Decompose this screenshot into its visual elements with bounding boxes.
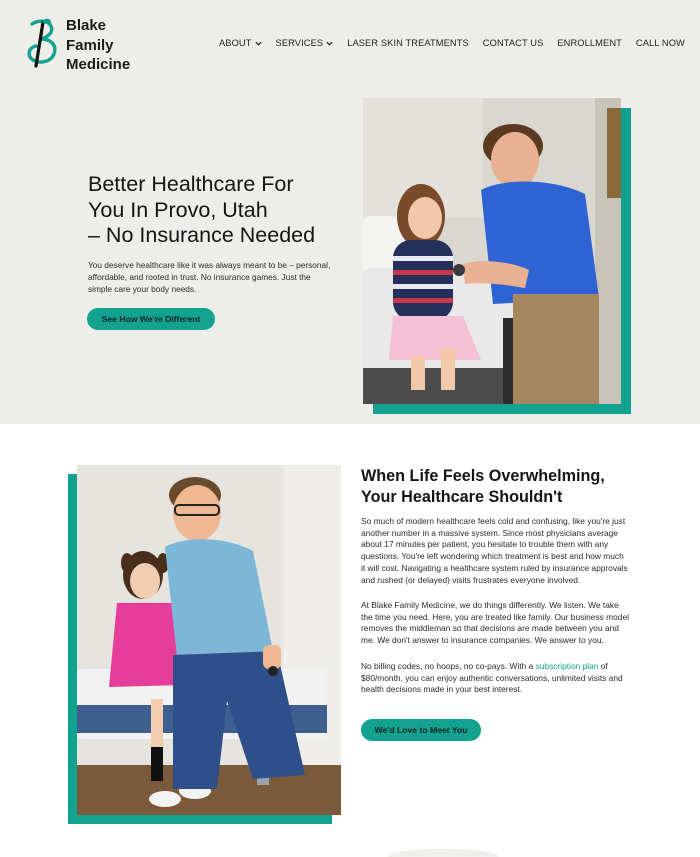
- hero-title-line: – No Insurance Needed: [88, 223, 316, 247]
- hero-photo: [363, 98, 621, 404]
- logo-wordmark: [66, 16, 130, 75]
- section-title-line: When Life Feels Overwhelming,: [361, 467, 605, 485]
- section-title-line: Your Healthcare Shouldn't: [361, 487, 563, 506]
- section-paragraph: So much of modern healthcare feels cold and confusing, like you're just another number in a massive system. Since most physicians average about 17 minutes per patient, you hesitate to trouble them with any questions. You're left wondering which treatment is best and how much it will cost. Navigating a healthcare system ruled by insurance approvals and rushed (or delayed) visits frustrates everyone involved.: [361, 516, 628, 585]
- nav-item-enrollment[interactable]: [557, 38, 622, 48]
- hero-title: [88, 172, 353, 249]
- nav-item-call-now[interactable]: [636, 38, 685, 48]
- nav-item-about[interactable]: [219, 38, 262, 48]
- meet-us-button[interactable]: We'd Love to Meet You: [361, 719, 481, 741]
- doctor-with-child-photo: [77, 465, 341, 815]
- hero-title-line: You In Provo, Utah: [88, 197, 268, 222]
- nav-label: CONTACT US: [482, 38, 544, 48]
- see-how-different-button[interactable]: See How We're Different: [87, 308, 215, 330]
- nav-label: SERVICES: [275, 38, 324, 48]
- section-title: [361, 466, 661, 507]
- main-nav: [219, 38, 685, 48]
- nav-item-services[interactable]: [276, 38, 334, 48]
- chevron-down-icon: [255, 40, 262, 47]
- logo-line: Family: [66, 36, 114, 54]
- paragraph-text: of $80/month, you can enjoy authentic conversations, unlimited visits and health decisions made in your best interest.: [361, 661, 623, 695]
- nav-label: LASER SKIN TREATMENTS: [347, 38, 469, 48]
- chevron-down-icon: [326, 40, 333, 47]
- section-paragraph: At Blake Family Medicine, we do things differently. We listen. We take the time you need. Here, you are treated like family. Our business model removes the middleman so that decisions are made between you and me. We don't answer to insurance companies. We answer to you.: [361, 600, 629, 646]
- nav-item-contact-us[interactable]: [483, 38, 544, 48]
- nav-label: CALL NOW: [635, 38, 685, 48]
- nav-label: ABOUT: [219, 38, 252, 48]
- site-logo[interactable]: [24, 16, 144, 74]
- stethoscope-b-icon: [24, 18, 64, 72]
- nav-label: ENROLLMENT: [557, 38, 622, 48]
- section-paragraph: [361, 661, 629, 696]
- hero-title-line: Better Healthcare For: [88, 172, 294, 196]
- hero-description: You deserve healthcare like it was always meant to be – personal, affordable, and rooted in trust. No insurance games. Just the simple care your body needs.: [88, 260, 331, 295]
- paragraph-text: No billing codes, no hoops, no co-pays. With a: [361, 661, 536, 671]
- subscription-plan-link[interactable]: subscription plan: [535, 661, 599, 671]
- next-section-decoration: [388, 849, 498, 857]
- nav-item-laser-skin-treatments[interactable]: [347, 38, 469, 48]
- logo-line: Medicine: [66, 56, 131, 73]
- logo-line: Blake: [66, 17, 107, 34]
